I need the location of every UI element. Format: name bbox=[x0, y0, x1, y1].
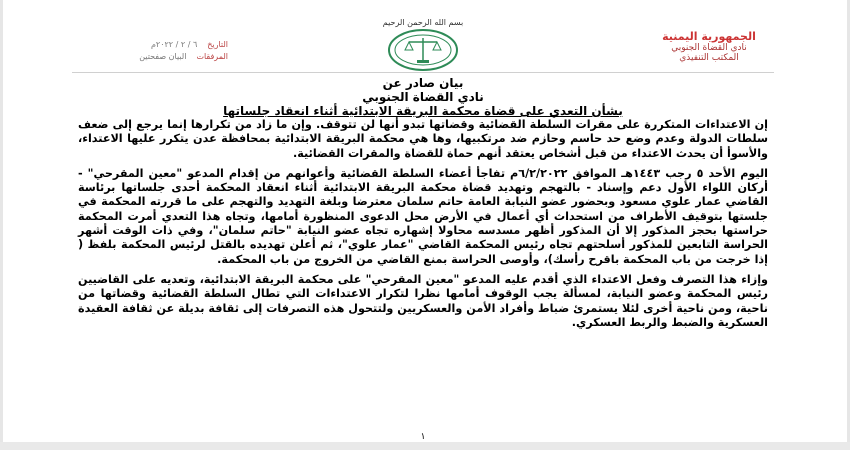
paragraph: إن الاعتداءات المتكررة على مقرات السلطة القضائية وقضاتها تبدو أنها لن تتوقف. وإن ما زاد من تكرارها إنما يرجع إلى ضعف سلطات الدولة وعدم وضع حد حاسم وحازم ضد مرتكبيها، وها هي محكمة البريقة الابتدائية بمحافظة عدن يتكرر عليها الاعتداء، والأسوأ أن يحدث الاعتداء من قبل أشخاص يعتقد أنهم حماة للقضاة والمقرات القضائية. bbox=[78, 118, 768, 160]
date-value: ٦ / ٢ / ٢٠٢٢م bbox=[150, 40, 198, 49]
attachments-label: المرفقات bbox=[196, 52, 228, 61]
paragraph: وإزاء هذا التصرف وفعل الاعتداء الذي أقدم عليه المدعو "معين المقرحي" على محكمة البريقة الابتدائية، وتعديه على القاضيين رئيس المحكمة وعضو النيابة، لمسألة يجب الوقوف أمامها نظرا لتكرار الاعتداءات التي تطال السلطة القضائية وقضاتها من ناحية، ومن ناحية أخرى لئلا يستمرئ ضباط وأفراد الأمن والعسكريين ولتتحول هذه التصرفات إلى ثقافة بديلة عن ثقافة العقيدة العسكرية والضبط والربط العسكري. bbox=[78, 272, 768, 329]
attachments-row bbox=[78, 52, 228, 61]
attachments-value: البيان صفحتين bbox=[139, 52, 187, 61]
date-label: التاريخ bbox=[207, 40, 228, 49]
header-divider bbox=[72, 72, 774, 73]
scales-emblem-icon bbox=[387, 28, 459, 72]
statement-titles bbox=[72, 76, 774, 118]
country-name: الجمهورية اليمنية bbox=[662, 30, 756, 43]
letterhead-right bbox=[644, 30, 774, 63]
paragraph: اليوم الأحد ٥ رجب ١٤٤٣هـ الموافق ٦/٢/٢٠٢٢م تفاجأ أعضاء السلطة القضائية وأعوانهم من إقدام المدعو "معين المقرحي" - أركان اللواء الأول دعم وإسناد - بالتهجم وتهديد قضاة محكمة البريقة الابتدائية أثناء انعقاد المحكمة أحدى جلساتها برئاسة القاضي عمار علوي مسعود وبحضور عضو النيابة العامة حاتم سلمان معترضا وبلغة التهديد والتهجم على ما قررته المحكمة في جلستها بتوقيف الأطراف من استحداث أي أعمال في الأرض محل الدعوى المنظورة أمامها، وتجاه هذا التعدي أمرت المحكمة حراستها بحجز المذكور إلا أن المذكور أظهر مسدسه محاولا إشهاره تجاه عضو النيابة "حاتم سلمان"، وفي ذات الوقت أشهر الحراسة التابعين للمذكور أسلحتهم تجاه رئيس المحكمة القاضي "عمار علوي"، ثم أعلن تهديده بالقتل لرئيس المحكمة بلفظ ( إذا خرجت من باب المحكمة باقرح رأسك)، وأوصى الحراسة بمنع القاضي من الخروج من باب المحكمة. bbox=[78, 166, 769, 266]
statement-body bbox=[78, 118, 768, 336]
page-number: ١ bbox=[420, 432, 426, 442]
letterhead-left bbox=[78, 40, 228, 64]
basmala: بسم الله الرحمن الرحيم bbox=[382, 18, 464, 27]
title-line-2: نادي القضاة الجنوبي bbox=[362, 90, 484, 104]
title-line-3: بشأن التعدي على قضاة محكمة البريقة الابتدائية أثناء انعقاد جلساتها bbox=[223, 104, 623, 118]
title-line-1: بيان صادر عن bbox=[382, 76, 464, 90]
date-row bbox=[78, 40, 228, 49]
letterhead-page bbox=[72, 10, 774, 442]
office-name: المكتب التنفيذي bbox=[679, 53, 739, 63]
bottom-scroll-bar bbox=[0, 442, 850, 450]
club-name: نادي القضاة الجنوبي bbox=[671, 43, 747, 53]
